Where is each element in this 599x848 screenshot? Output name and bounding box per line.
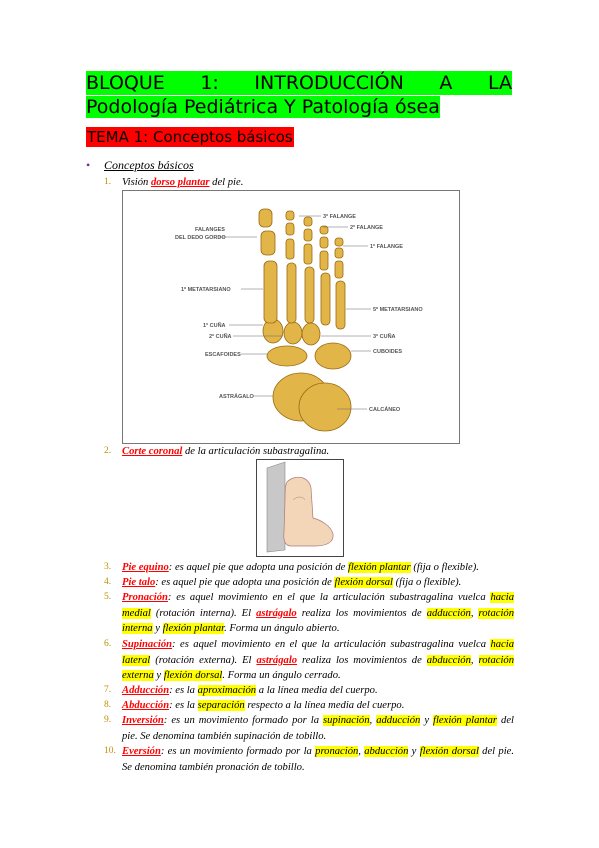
text-run: respecto a la línea media del cuerpo.: [244, 700, 405, 711]
label-5-metatarsiano: 5º METATARSIANO: [373, 307, 423, 313]
yellow-highlight: rotación externa: [122, 654, 515, 681]
list-item-text: [122, 698, 514, 714]
list-item-text: [122, 637, 514, 684]
label-calcaneo: CALCÁNEO: [369, 407, 401, 413]
text-run: (fija o flexible).: [393, 577, 462, 588]
fifth-metatarsal: [336, 281, 345, 329]
navicular-bone: [267, 346, 307, 366]
yellow-highlight: abducción: [364, 746, 409, 757]
foot-coronal-illustration: [257, 460, 343, 556]
bullet-icon: •: [86, 158, 91, 172]
term-highlight: Pie equino: [122, 562, 169, 573]
yellow-highlight: abducción: [426, 654, 471, 666]
label-3-falange: 3ª FALANGE: [323, 214, 356, 220]
list-item-number: 8.: [104, 700, 112, 710]
list-item-text: [122, 683, 514, 699]
foot-coronal-figure: [256, 459, 344, 557]
text-run: . Forma un ángulo abierto.: [224, 623, 340, 634]
text-run: (rotación interna). El: [150, 607, 257, 619]
list-item-text: [122, 175, 514, 191]
topic-heading: TEMA 1: Conceptos básicos: [87, 128, 293, 146]
text-run: ,: [470, 654, 479, 666]
title-word: 1:: [200, 72, 219, 94]
label-dedo-gordo: DEL DEDO GORDO: [175, 235, 226, 241]
list-item-number: 5.: [104, 592, 112, 602]
yellow-highlight: aproximación: [197, 685, 257, 696]
text-run: ,: [369, 715, 377, 726]
list-item-number: 6.: [104, 639, 112, 649]
yellow-highlight: adducción: [426, 607, 471, 619]
yellow-highlight: pronación: [315, 746, 359, 757]
list-item-text: [122, 713, 514, 744]
text-run: realiza los movimientos de: [297, 654, 427, 666]
text-run: ,: [470, 607, 479, 619]
term-highlight: Supinación: [122, 639, 173, 650]
label-1-metatarsiano: 1º METATARSIANO: [181, 287, 231, 293]
text-run: (rotación externa). El: [150, 654, 257, 666]
text-run: a la línea media del cuerpo.: [256, 685, 378, 696]
yellow-highlight: supinación: [323, 715, 370, 726]
yellow-highlight: flexión dorsal: [163, 670, 223, 681]
text-run: : es aquel pie que adopta una posición de: [155, 577, 335, 588]
list-item-text: [122, 590, 514, 637]
list-item-number: 1.: [104, 177, 112, 187]
text-run: del pie. Se denomina también supinación de tobillo.: [122, 715, 515, 742]
text-run: y: [408, 746, 420, 757]
list-item-text: [122, 444, 514, 460]
label-falanges: FALANGES: [195, 227, 225, 233]
term-highlight: dorso plantar: [150, 177, 210, 188]
term-highlight: Eversión: [122, 746, 161, 757]
text-run: : es aquel pie que adopta una posición de: [168, 562, 348, 573]
label-1-falange: 1ª FALANGE: [370, 244, 403, 250]
cuboid-bone: [315, 343, 351, 369]
text-run: y: [153, 670, 164, 681]
list-item-number: 7.: [104, 685, 112, 695]
label-2-cuna: 2ª CUÑA: [209, 334, 232, 340]
title-word: A: [439, 72, 453, 94]
term-highlight: astrágalo: [256, 607, 297, 619]
text-run: Visión: [122, 177, 151, 188]
text-run: : es la: [169, 700, 198, 711]
text-run: y: [420, 715, 434, 726]
text-run: de la articulación subastragalina.: [182, 446, 330, 457]
yellow-highlight: separación: [197, 700, 245, 711]
term-highlight: Pie talo: [122, 577, 156, 588]
yellow-highlight: rotación interna: [122, 607, 514, 634]
text-run: : es aquel movimiento en el que la articulación subastragalina vuelca: [167, 592, 491, 603]
term-highlight: Adducción: [122, 685, 170, 696]
foot-skeleton-figure: [122, 190, 460, 444]
label-3-cuna: 3ª CUÑA: [373, 334, 396, 340]
title-word: INTRODUCCIÓN: [254, 72, 404, 94]
list-item-number: 4.: [104, 577, 112, 587]
list-item-text: [122, 575, 514, 591]
list-item-number: 2.: [104, 446, 112, 456]
term-highlight: Corte coronal: [122, 446, 183, 457]
title-word: LA: [487, 72, 512, 94]
text-run: realiza los movimientos de: [296, 607, 427, 619]
text-run: : es un movimiento formado por la: [160, 746, 316, 757]
yellow-highlight: adducción: [376, 715, 421, 726]
text-run: . Forma un ángulo cerrado.: [222, 670, 341, 681]
yellow-highlight: hacia medial: [122, 592, 514, 619]
term-highlight: Abducción: [122, 700, 170, 711]
title-line-1: [86, 71, 512, 95]
label-escafoides: ESCAFOIDES: [205, 352, 241, 358]
yellow-highlight: hacia lateral: [122, 639, 514, 666]
list-item-text: [122, 744, 514, 775]
first-metatarsal: [264, 261, 277, 323]
yellow-highlight: flexión plantar: [162, 623, 225, 634]
text-run: : es la: [169, 685, 198, 696]
yellow-highlight: flexión dorsal: [334, 577, 393, 588]
term-highlight: astrágalo: [256, 654, 298, 666]
section-bullet-label: Conceptos básicos: [104, 158, 194, 172]
label-cuboides: CUBOIDES: [373, 349, 403, 355]
foot-skeleton-illustration: [123, 191, 459, 443]
title-word: BLOQUE: [86, 72, 165, 94]
label-astragalo: ASTRÁGALO: [219, 394, 254, 400]
text-run: : es un movimiento formado por la: [163, 715, 324, 726]
text-run: (fija o flexible).: [410, 562, 479, 573]
text-run: del pie.: [209, 177, 244, 188]
yellow-highlight: flexión plantar: [433, 715, 498, 726]
block-title: [86, 71, 512, 119]
label-2-falange: 2ª FALANGE: [350, 225, 383, 231]
title-line-2: Podología Pediátrica Y Patología ósea: [86, 96, 440, 118]
text-run: del pie. Se denomina también pronación de tobillo.: [122, 746, 515, 773]
list-item-number: 10.: [104, 746, 116, 756]
term-highlight: Inversión: [122, 715, 164, 726]
text-run: ,: [358, 746, 365, 757]
list-item-number: 9.: [104, 715, 112, 725]
list-item-text: [122, 560, 514, 576]
term-highlight: Pronación: [122, 592, 168, 603]
text-run: y: [152, 623, 163, 634]
yellow-highlight: flexión dorsal: [419, 746, 479, 757]
yellow-highlight: flexión plantar: [347, 562, 411, 573]
label-1-cuna: 1ª CUÑA: [203, 323, 226, 329]
text-run: : es aquel movimiento en el que la articulación subastragalina vuelca: [172, 639, 491, 650]
list-item-number: 3.: [104, 562, 112, 572]
calcaneus-bone: [299, 383, 351, 431]
